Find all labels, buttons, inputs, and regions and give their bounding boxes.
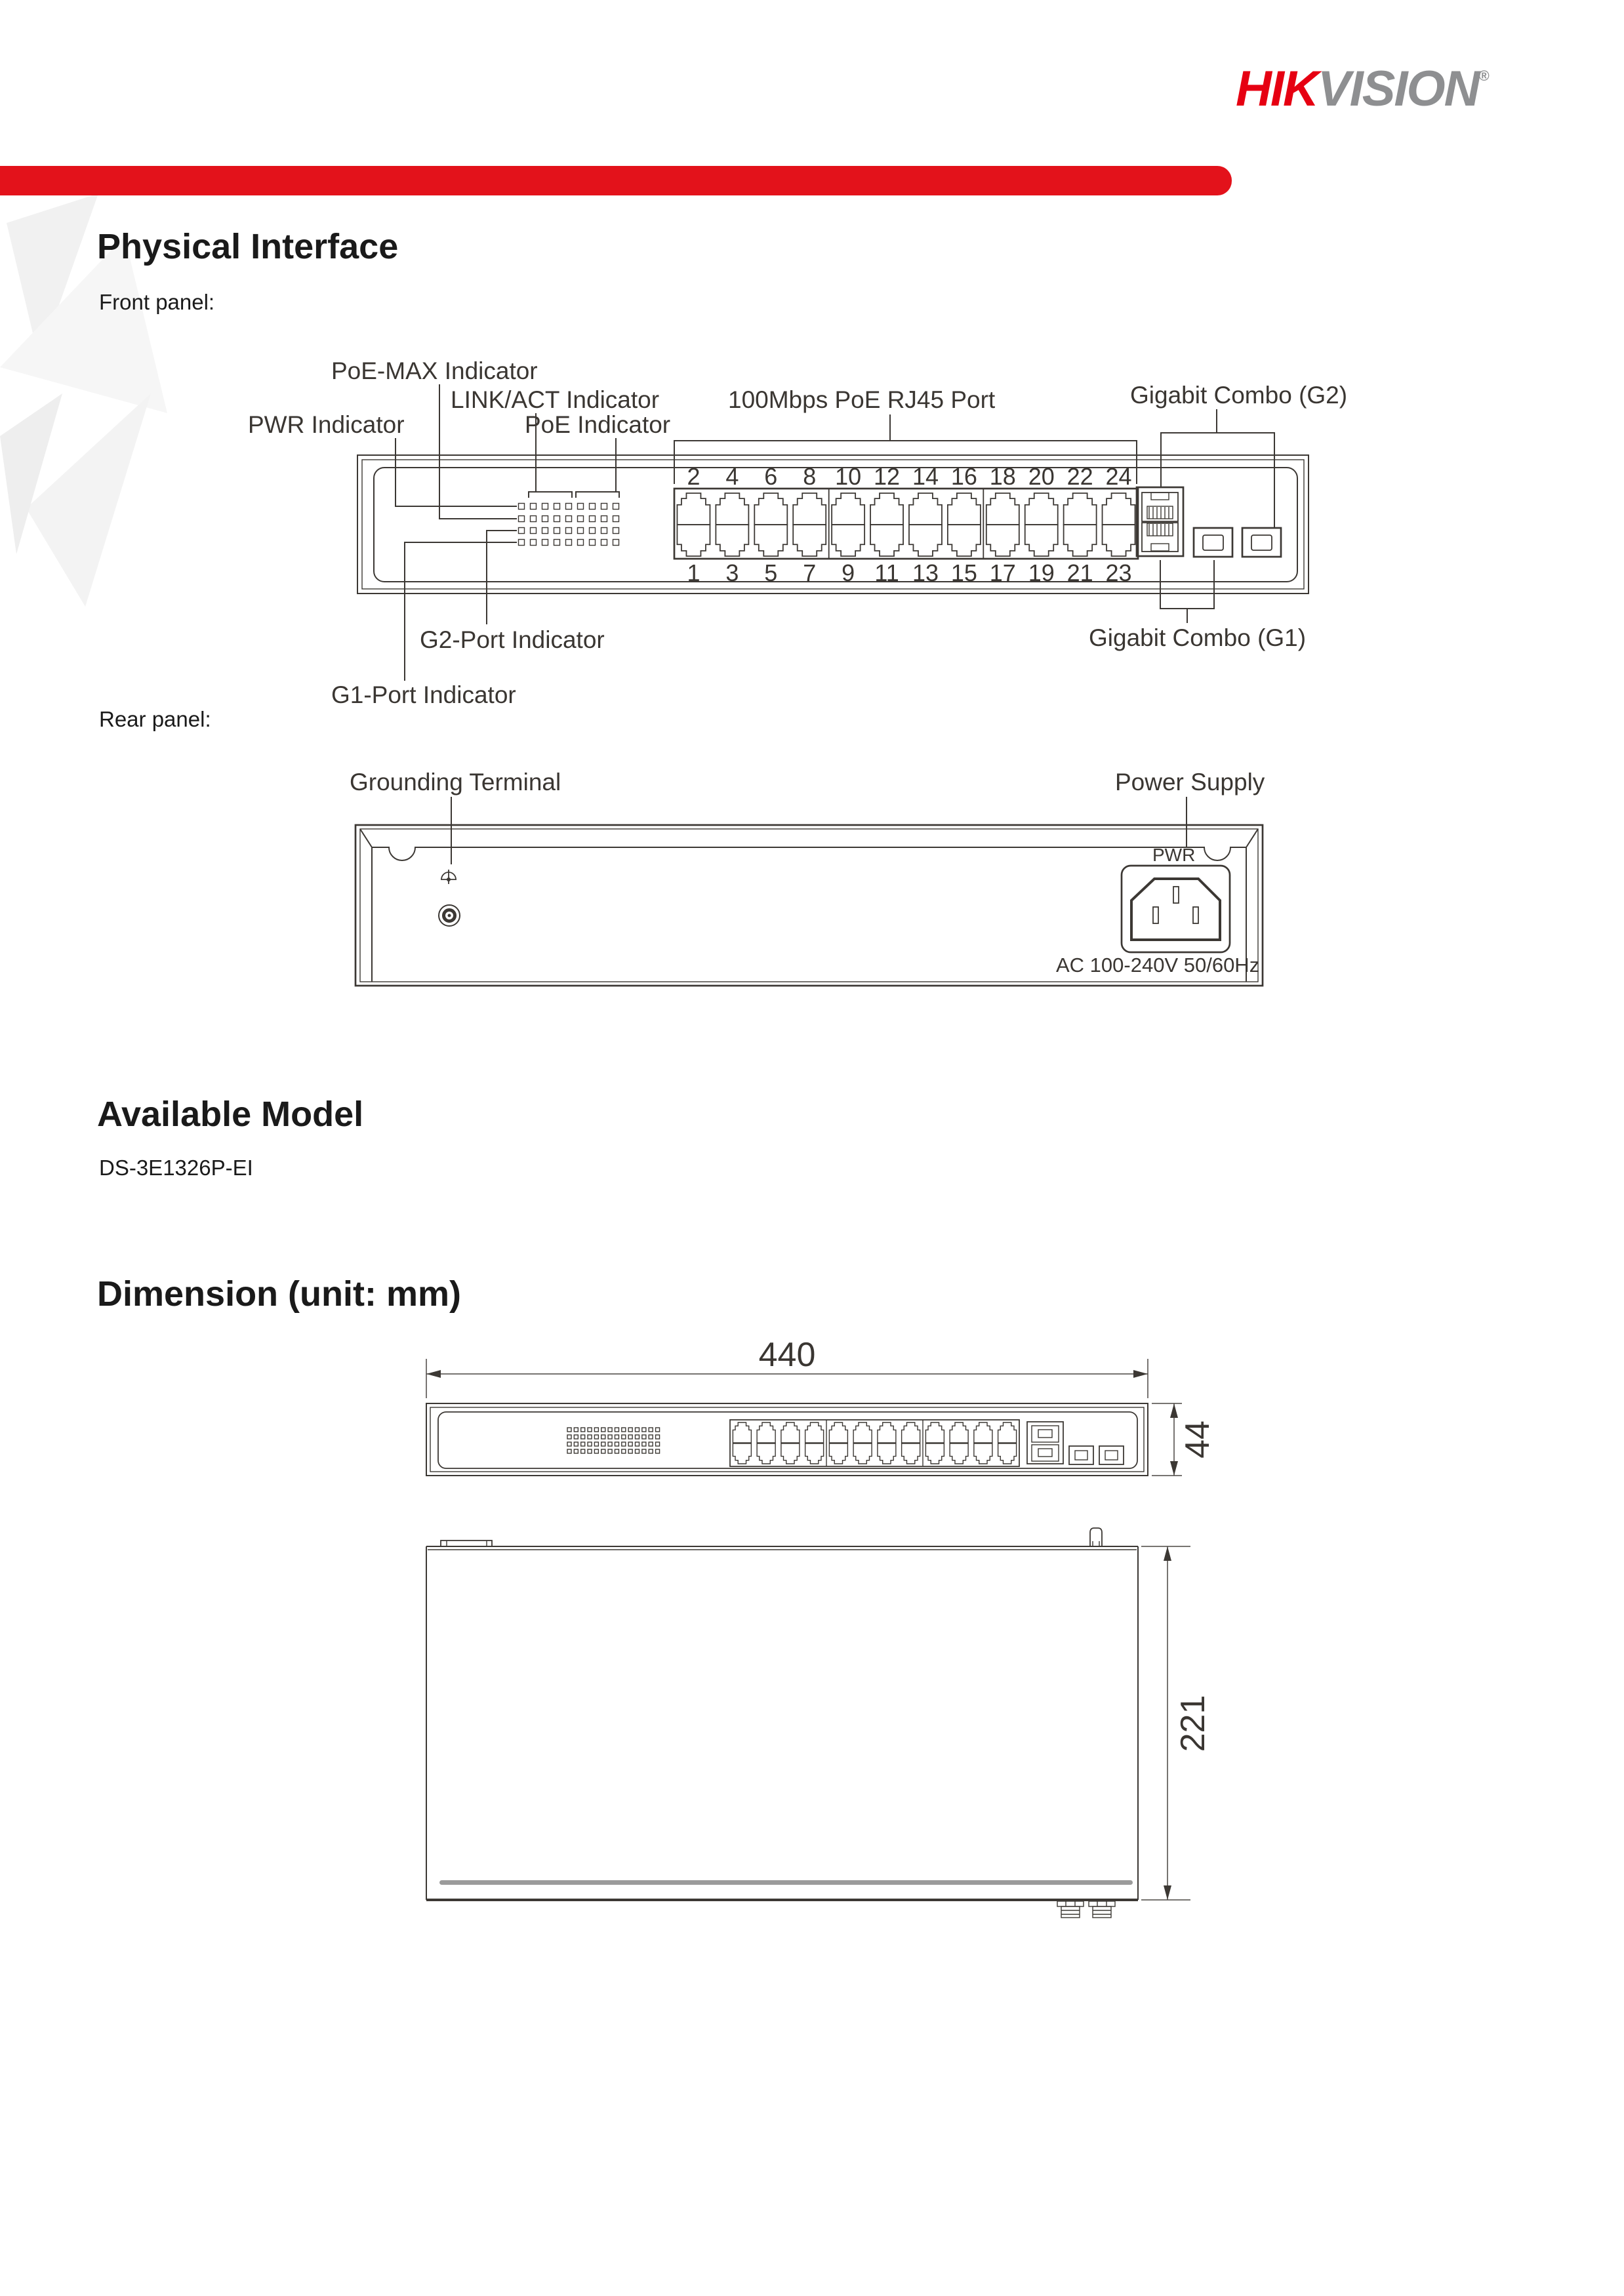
port-number-bottom: 15 bbox=[950, 559, 977, 586]
led-dot bbox=[554, 516, 560, 522]
port-number-bottom: 11 bbox=[874, 559, 899, 586]
top-view-connectors bbox=[1057, 1901, 1115, 1918]
led-dot bbox=[574, 1435, 578, 1439]
rj45-port-small bbox=[925, 1443, 944, 1464]
label-g1-port-indicator: G1-Port Indicator bbox=[331, 681, 516, 708]
led-dot bbox=[519, 504, 525, 510]
led-dot bbox=[590, 528, 596, 534]
front-panel-label: Front panel: bbox=[99, 290, 215, 314]
front-view-combo-stack bbox=[1027, 1422, 1063, 1464]
rj45-port bbox=[716, 493, 748, 525]
logo-vision: VISION bbox=[1317, 61, 1479, 117]
port-number-top: 4 bbox=[725, 463, 739, 490]
led-dot bbox=[628, 1442, 632, 1446]
front-panel-diagram bbox=[243, 348, 1384, 715]
port-number-top: 2 bbox=[687, 463, 700, 490]
port-number-bottom: 7 bbox=[803, 559, 817, 586]
logo-registered-mark: ® bbox=[1478, 68, 1490, 84]
led-dot bbox=[636, 1428, 639, 1432]
led-dot bbox=[608, 1449, 612, 1453]
rj45-port-small bbox=[902, 1422, 920, 1443]
rj45-port-small bbox=[902, 1443, 920, 1464]
port-number-top: 6 bbox=[764, 463, 778, 490]
height-dimension bbox=[1152, 1403, 1217, 1476]
rj45-port-small bbox=[781, 1443, 800, 1464]
led-dot bbox=[613, 504, 619, 510]
led-dot bbox=[588, 1442, 592, 1446]
rj45-port-small bbox=[757, 1422, 775, 1443]
led-dot bbox=[649, 1449, 653, 1453]
led-dot bbox=[594, 1428, 598, 1432]
front-view-ports bbox=[733, 1422, 1016, 1464]
led-dot bbox=[574, 1428, 578, 1432]
rj45-port-small bbox=[829, 1422, 847, 1443]
led-dot bbox=[649, 1442, 653, 1446]
physical-interface-title: Physical Interface bbox=[97, 227, 399, 266]
led-dot bbox=[601, 1428, 605, 1432]
led-dot bbox=[615, 1442, 619, 1446]
front-view-chassis bbox=[426, 1403, 1148, 1476]
led-dot bbox=[649, 1428, 653, 1432]
label-poe-max-indicator: PoE-MAX Indicator bbox=[331, 357, 538, 384]
led-dot bbox=[531, 528, 537, 534]
led-dot bbox=[566, 504, 572, 510]
led-dot bbox=[578, 528, 584, 534]
sfp-slot-right bbox=[1242, 528, 1281, 557]
dimension-top-view bbox=[394, 1502, 1240, 1941]
rj45-port-small bbox=[878, 1443, 896, 1464]
label-gigabit-combo-g2: Gigabit Combo (G2) bbox=[1130, 382, 1348, 409]
led-dot bbox=[542, 516, 548, 522]
rj45-port bbox=[832, 493, 864, 525]
ac-rating-text: AC 100-240V 50/60Hz bbox=[1056, 954, 1260, 977]
label-gigabit-combo-g1: Gigabit Combo (G1) bbox=[1089, 624, 1307, 651]
rj45-port bbox=[1025, 525, 1058, 556]
led-dot bbox=[519, 528, 525, 534]
led-dot bbox=[622, 1442, 626, 1446]
rj45-port bbox=[832, 525, 864, 556]
led-dot bbox=[628, 1435, 632, 1439]
led-dot bbox=[578, 504, 584, 510]
rj45-port bbox=[1064, 525, 1097, 556]
led-dot bbox=[601, 504, 607, 510]
led-dot bbox=[542, 540, 548, 546]
label-grounding-terminal: Grounding Terminal bbox=[350, 769, 561, 796]
rj45-port-small bbox=[950, 1443, 968, 1464]
led-dot bbox=[519, 540, 525, 546]
led-dot bbox=[567, 1435, 571, 1439]
led-dot bbox=[566, 528, 572, 534]
port-number-top: 16 bbox=[950, 463, 977, 490]
port-number-bottom: 1 bbox=[687, 559, 700, 586]
rj45-port bbox=[1103, 525, 1135, 556]
rj45-port bbox=[677, 493, 710, 525]
led-dot bbox=[601, 528, 607, 534]
led-dot bbox=[581, 1428, 585, 1432]
rj45-port bbox=[793, 525, 826, 556]
rear-panel-diagram bbox=[315, 761, 1312, 997]
led-dot bbox=[590, 540, 596, 546]
dimension-front-view bbox=[394, 1331, 1240, 1492]
rj45-port-small bbox=[733, 1443, 751, 1464]
led-dot bbox=[531, 540, 537, 546]
rj45-port-small bbox=[878, 1422, 896, 1443]
led-dot bbox=[590, 516, 596, 522]
led-dot bbox=[656, 1449, 660, 1453]
label-g2-port-indicator: G2-Port Indicator bbox=[420, 626, 605, 653]
available-model-title: Available Model bbox=[97, 1095, 364, 1134]
label-power-supply: Power Supply bbox=[1115, 769, 1265, 796]
led-dot bbox=[566, 540, 572, 546]
rj45-port bbox=[754, 525, 787, 556]
led-dot bbox=[578, 516, 584, 522]
led-dot bbox=[656, 1435, 660, 1439]
port-number-top: 24 bbox=[1105, 463, 1132, 490]
pwr-marking: PWR bbox=[1152, 845, 1196, 865]
led-dot bbox=[642, 1442, 646, 1446]
led-dot bbox=[554, 504, 560, 510]
header-red-bar bbox=[0, 166, 1232, 195]
grounding-symbol-icon bbox=[441, 870, 457, 884]
rj45-port bbox=[909, 493, 942, 525]
led-dot bbox=[601, 516, 607, 522]
rj45-port-small bbox=[998, 1443, 1017, 1464]
port-number-bottom: 13 bbox=[912, 559, 939, 586]
rj45-port-small bbox=[998, 1422, 1017, 1443]
led-dot bbox=[519, 516, 525, 522]
port-number-top: 12 bbox=[874, 463, 901, 490]
rj45-port bbox=[1064, 493, 1097, 525]
hikvision-logo bbox=[1236, 60, 1490, 117]
led-dot bbox=[636, 1449, 639, 1453]
led-dot bbox=[622, 1435, 626, 1439]
led-dot bbox=[601, 1435, 605, 1439]
rj45-port bbox=[793, 493, 826, 525]
led-dot bbox=[636, 1435, 639, 1439]
rj45-port-small bbox=[925, 1422, 944, 1443]
led-dot bbox=[581, 1442, 585, 1446]
rj45-port bbox=[986, 525, 1019, 556]
led-dot bbox=[613, 516, 619, 522]
top-view-body bbox=[426, 1528, 1138, 1900]
dimension-title: Dimension (unit: mm) bbox=[97, 1274, 461, 1314]
led-dot bbox=[608, 1442, 612, 1446]
led-dot bbox=[567, 1428, 571, 1432]
port-number-bottom: 5 bbox=[764, 559, 778, 586]
port-number-top: 14 bbox=[912, 463, 939, 490]
rj45-port-small bbox=[805, 1422, 824, 1443]
led-dot bbox=[601, 1449, 605, 1453]
led-dot bbox=[542, 504, 548, 510]
led-dot bbox=[649, 1435, 653, 1439]
led-dot bbox=[581, 1449, 585, 1453]
label-pwr-indicator: PWR Indicator bbox=[248, 411, 405, 438]
led-grid bbox=[519, 504, 619, 546]
dim-height-value: 44 bbox=[1179, 1420, 1217, 1459]
led-dot bbox=[656, 1442, 660, 1446]
rj45-port-small bbox=[853, 1422, 872, 1443]
led-dot bbox=[588, 1428, 592, 1432]
led-dot bbox=[578, 540, 584, 546]
rj45-port-small bbox=[853, 1443, 872, 1464]
port-number-top: 10 bbox=[835, 463, 862, 490]
rj45-port bbox=[948, 525, 981, 556]
model-number: DS-3E1326P-EI bbox=[99, 1156, 253, 1180]
depth-dimension bbox=[1141, 1546, 1212, 1900]
rear-panel-label: Rear panel: bbox=[99, 707, 211, 731]
port-number-bottom: 9 bbox=[842, 559, 855, 586]
led-dot bbox=[594, 1449, 598, 1453]
led-dot bbox=[566, 516, 572, 522]
dim-depth-value: 221 bbox=[1174, 1695, 1212, 1752]
rj45-port-small bbox=[733, 1422, 751, 1443]
led-dot bbox=[615, 1435, 619, 1439]
led-dot bbox=[554, 540, 560, 546]
rj45-port-small bbox=[757, 1443, 775, 1464]
led-dot bbox=[613, 528, 619, 534]
led-dot bbox=[588, 1449, 592, 1453]
led-dot bbox=[642, 1435, 646, 1439]
port-number-top: 8 bbox=[803, 463, 817, 490]
front-view-led-grid bbox=[567, 1428, 660, 1453]
top-view-front-strip bbox=[439, 1880, 1133, 1885]
rj45-port bbox=[870, 525, 903, 556]
led-dot bbox=[628, 1428, 632, 1432]
width-dimension bbox=[426, 1336, 1148, 1398]
led-dot bbox=[601, 540, 607, 546]
rj45-port-small bbox=[781, 1422, 800, 1443]
rj45-port bbox=[677, 525, 710, 556]
led-dot bbox=[642, 1428, 646, 1432]
rj45-port-small bbox=[950, 1422, 968, 1443]
led-dot bbox=[554, 528, 560, 534]
port-number-top: 18 bbox=[989, 463, 1016, 490]
label-poe-indicator: PoE Indicator bbox=[525, 411, 671, 438]
rj45-port-small bbox=[974, 1443, 992, 1464]
rj45-port bbox=[986, 493, 1019, 525]
rj45-port bbox=[754, 493, 787, 525]
led-dot bbox=[567, 1449, 571, 1453]
led-dot bbox=[628, 1449, 632, 1453]
rj45-port-small bbox=[974, 1422, 992, 1443]
led-dot bbox=[622, 1428, 626, 1432]
rj45-port bbox=[1103, 493, 1135, 525]
port-number-bottom: 3 bbox=[725, 559, 739, 586]
led-dot bbox=[622, 1449, 626, 1453]
led-dot bbox=[601, 1442, 605, 1446]
gigabit-combo-rj45-stack bbox=[1137, 487, 1183, 556]
label-rj45-ports: 100Mbps PoE RJ45 Port bbox=[728, 386, 996, 413]
port-number-bottom: 21 bbox=[1066, 559, 1093, 586]
led-dot bbox=[636, 1442, 639, 1446]
led-dot bbox=[594, 1442, 598, 1446]
front-view-sfp-slots bbox=[1069, 1446, 1124, 1464]
label-link-act-indicator: LINK/ACT Indicator bbox=[451, 386, 660, 413]
port-number-top: 20 bbox=[1028, 463, 1055, 490]
led-dot bbox=[642, 1449, 646, 1453]
rj45-port bbox=[948, 493, 981, 525]
logo-hik: HIK bbox=[1236, 61, 1318, 117]
dim-width-value: 440 bbox=[758, 1336, 816, 1374]
led-dot bbox=[574, 1442, 578, 1446]
led-dot bbox=[656, 1428, 660, 1432]
led-dot bbox=[567, 1442, 571, 1446]
led-dot bbox=[590, 504, 596, 510]
rj45-port bbox=[716, 525, 748, 556]
power-inlet bbox=[1122, 866, 1230, 952]
led-dot bbox=[594, 1435, 598, 1439]
led-dot bbox=[581, 1435, 585, 1439]
led-dot bbox=[574, 1449, 578, 1453]
rj45-port bbox=[1025, 493, 1058, 525]
rj45-port bbox=[909, 525, 942, 556]
port-number-bottom: 17 bbox=[989, 559, 1016, 586]
led-dot bbox=[615, 1449, 619, 1453]
led-dot bbox=[613, 540, 619, 546]
led-dot bbox=[615, 1428, 619, 1432]
led-dot bbox=[531, 516, 537, 522]
led-dot bbox=[542, 528, 548, 534]
rear-leader-lines bbox=[451, 797, 1187, 864]
led-dot bbox=[531, 504, 537, 510]
port-number-bottom: 23 bbox=[1105, 559, 1132, 586]
rj45-port bbox=[870, 493, 903, 525]
rj45-port-small bbox=[829, 1443, 847, 1464]
rj45-ports bbox=[677, 463, 1135, 586]
led-dot bbox=[608, 1435, 612, 1439]
led-dot bbox=[608, 1428, 612, 1432]
port-number-bottom: 19 bbox=[1028, 559, 1055, 586]
grounding-screw bbox=[439, 905, 460, 926]
rj45-port-small bbox=[805, 1443, 824, 1464]
led-dot bbox=[588, 1435, 592, 1439]
port-number-top: 22 bbox=[1066, 463, 1093, 490]
sfp-slot-left bbox=[1194, 528, 1232, 557]
